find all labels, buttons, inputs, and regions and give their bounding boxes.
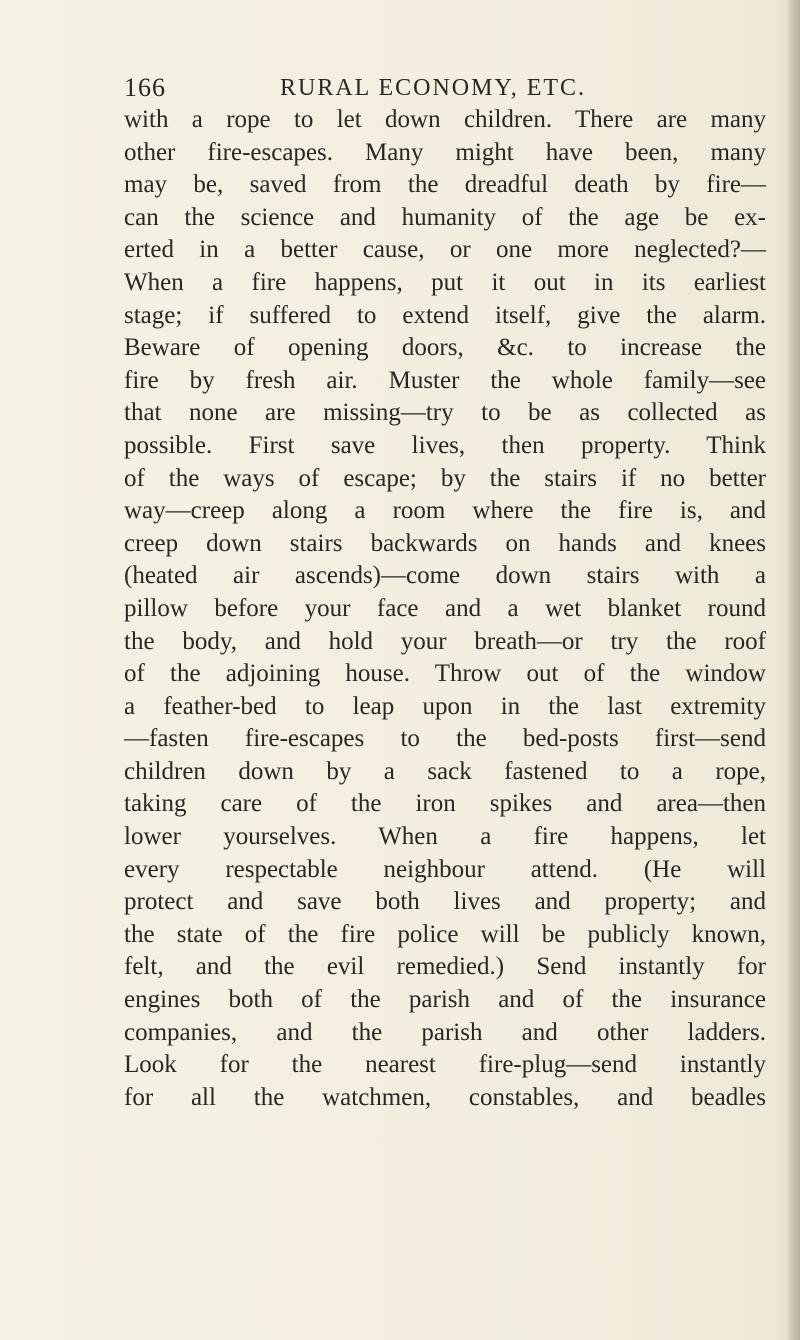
page-number: 166 <box>124 73 166 102</box>
text-line: way—creep along a room where the fire is, and <box>124 497 766 525</box>
text-line: Look for the nearest fire-plug—send instantly <box>124 1051 766 1079</box>
text-line: children down by a sack fastened to a rope, <box>124 757 766 785</box>
text-line: a feather-bed to leap upon in the last extremity <box>124 692 766 720</box>
text-line: Beware of opening doors, &c. to increase the <box>124 334 766 362</box>
text-line: can the science and humanity of the age be ex- <box>124 203 766 231</box>
text-line: with a rope to let down children. There are many <box>124 106 766 133</box>
text-line: of the adjoining house. Throw out of the window <box>124 660 766 688</box>
text-line: may be, saved from the dreadful death by fire— <box>124 171 766 199</box>
running-head <box>124 68 764 108</box>
text-line: for all the watchmen, constables, and beadles <box>124 1083 766 1111</box>
page-edge-shadow <box>786 0 800 1340</box>
text-line: the body, and hold your breath—or try the roof <box>124 627 766 655</box>
body-text <box>124 104 766 1114</box>
running-title: RURAL ECONOMY, ETC. <box>280 75 587 101</box>
text-line: —fasten fire-escapes to the bed-posts first—send <box>124 725 766 753</box>
text-line: felt, and the evil remedied.) Send instantly for <box>124 953 766 981</box>
text-line: creep down stairs backwards on hands and knees <box>124 529 766 557</box>
text-line: engines both of the parish and of the insurance <box>124 986 766 1014</box>
text-line: possible. First save lives, then property. Think <box>124 431 766 459</box>
text-line: of the ways of escape; by the stairs if no better <box>124 464 766 492</box>
text-line: protect and save both lives and property; and <box>124 888 766 916</box>
text-line: pillow before your face and a wet blanket round <box>124 594 766 622</box>
text-line: (heated air ascends)—come down stairs with a <box>124 562 766 590</box>
text-line: other fire-escapes. Many might have been, many <box>124 138 766 166</box>
text-line: taking care of the iron spikes and area—then <box>124 790 766 818</box>
text-line: that none are missing—try to be as collected as <box>124 399 766 427</box>
text-line: When a fire happens, put it out in its earliest <box>124 268 766 296</box>
text-line: the state of the fire police will be publicly known, <box>124 920 766 948</box>
text-line: every respectable neighbour attend. (He will <box>124 855 766 883</box>
text-line: companies, and the parish and other ladders. <box>124 1018 766 1046</box>
text-line: lower yourselves. When a fire happens, let <box>124 823 766 851</box>
text-line: fire by fresh air. Muster the whole family—see <box>124 366 766 394</box>
text-line: erted in a better cause, or one more neglected?— <box>124 236 766 264</box>
text-line: stage; if suffered to extend itself, give the alarm. <box>124 301 766 329</box>
